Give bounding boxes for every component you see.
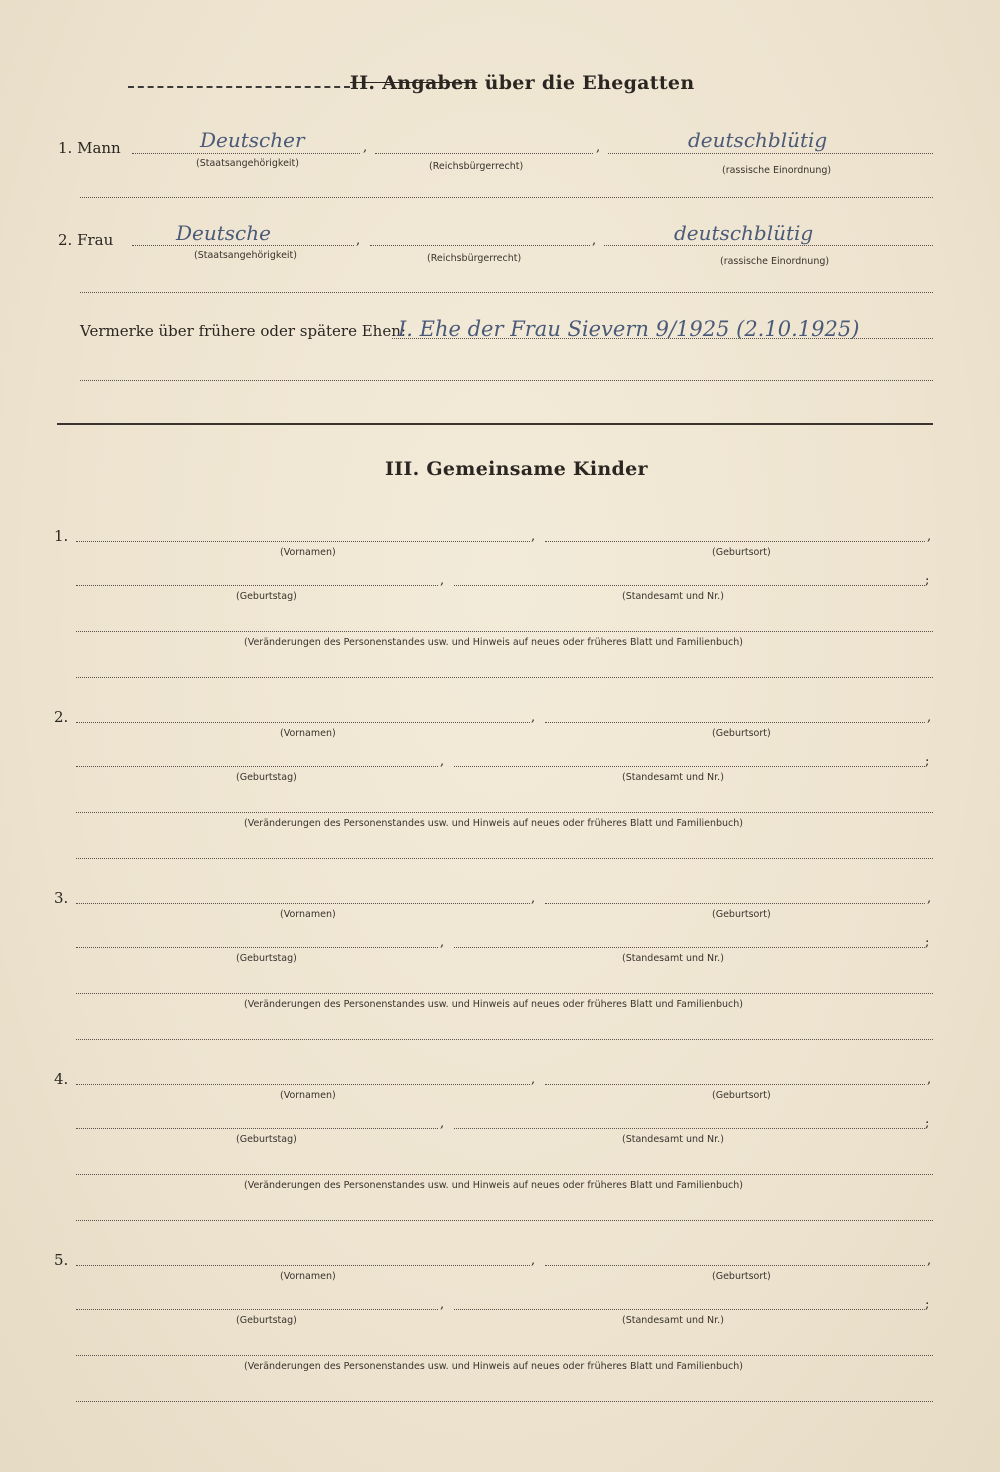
child-standesamt-line bbox=[454, 766, 925, 767]
child-veraenderungen-line bbox=[76, 812, 933, 813]
child-caption-standesamt: (Standesamt und Nr.) bbox=[622, 1134, 724, 1145]
child-caption-veraenderungen: (Veränderungen des Personenstandes usw. und Hinweis auf neues oder früheres Blatt und Familienbuch) bbox=[244, 1180, 743, 1191]
child-extra-line bbox=[76, 1401, 933, 1402]
frau-comma-1: , bbox=[356, 233, 361, 248]
child-caption-veraenderungen: (Veränderungen des Personenstandes usw. und Hinweis auf neues oder früheres Blatt und Familienbuch) bbox=[244, 1361, 743, 1372]
section-3-title: III. Gemeinsame Kinder bbox=[385, 458, 648, 480]
child-caption-veraenderungen: (Veränderungen des Personenstandes usw. und Hinweis auf neues oder früheres Blatt und Familienbuch) bbox=[244, 637, 743, 648]
frau-label: 2. Frau bbox=[58, 231, 114, 249]
child-number: 2. bbox=[54, 708, 69, 726]
bermerke-value: I. Ehe der Frau Sievern 9/1925 (2.10.1925) bbox=[398, 317, 860, 341]
frau-rassische-einordnung: deutschblütig bbox=[674, 221, 814, 245]
child-vornamen-line bbox=[76, 903, 530, 904]
child-geburtstag-line bbox=[76, 766, 438, 767]
child-caption-vornamen: (Vornamen) bbox=[280, 728, 336, 739]
frau-line-3 bbox=[604, 245, 933, 246]
bermerke-label: Vermerke über frühere oder spätere Ehen: bbox=[80, 322, 406, 340]
child-geburtsort-line bbox=[545, 1084, 925, 1085]
mann-line-1 bbox=[132, 153, 360, 154]
child-caption-geburtsort: (Geburtsort) bbox=[712, 1271, 771, 1282]
section-2-title-part1: II. Angaben bbox=[350, 72, 478, 94]
frau-line-extra bbox=[80, 292, 933, 293]
child-semicolon: ; bbox=[925, 1116, 930, 1131]
child-vornamen-line bbox=[76, 541, 530, 542]
child-comma: , bbox=[531, 529, 536, 544]
frau-caption-rasse: (rassische Einordnung) bbox=[720, 256, 830, 267]
child-comma: , bbox=[531, 1253, 536, 1268]
child-number: 5. bbox=[54, 1251, 69, 1269]
child-extra-line bbox=[76, 858, 933, 859]
child-caption-standesamt: (Standesamt und Nr.) bbox=[622, 591, 724, 602]
child-veraenderungen-line bbox=[76, 1355, 933, 1356]
child-caption-vornamen: (Vornamen) bbox=[280, 909, 336, 920]
child-vornamen-line bbox=[76, 1084, 530, 1085]
child-comma-end: , bbox=[927, 710, 932, 725]
child-comma: , bbox=[440, 754, 445, 769]
child-geburtstag-line bbox=[76, 585, 438, 586]
child-caption-vornamen: (Vornamen) bbox=[280, 1090, 336, 1101]
child-geburtstag-line bbox=[76, 1128, 438, 1129]
child-comma: , bbox=[531, 1072, 536, 1087]
child-geburtsort-line bbox=[545, 1265, 925, 1266]
child-caption-veraenderungen: (Veränderungen des Personenstandes usw. und Hinweis auf neues oder früheres Blatt und Familienbuch) bbox=[244, 999, 743, 1010]
child-number: 1. bbox=[54, 527, 69, 545]
bermerke-line-2 bbox=[80, 380, 933, 381]
child-geburtsort-line bbox=[545, 722, 925, 723]
mann-line-extra bbox=[80, 197, 933, 198]
child-vornamen-line bbox=[76, 1265, 530, 1266]
child-caption-geburtsort: (Geburtsort) bbox=[712, 1090, 771, 1101]
child-extra-line bbox=[76, 1039, 933, 1040]
child-comma: , bbox=[440, 1297, 445, 1312]
frau-line-1 bbox=[132, 245, 354, 246]
child-standesamt-line bbox=[454, 947, 925, 948]
child-veraenderungen-line bbox=[76, 1174, 933, 1175]
child-extra-line bbox=[76, 677, 933, 678]
child-semicolon: ; bbox=[925, 754, 930, 769]
section-2-title-part2: über die Ehegatten bbox=[484, 72, 695, 94]
mann-caption-reich: (Reichsbürgerrecht) bbox=[429, 161, 524, 172]
child-semicolon: ; bbox=[925, 935, 930, 950]
child-caption-geburtstag: (Geburtstag) bbox=[236, 591, 297, 602]
child-geburtsort-line bbox=[545, 903, 925, 904]
mann-line-2 bbox=[375, 153, 593, 154]
child-comma: , bbox=[531, 891, 536, 906]
child-comma-end: , bbox=[927, 529, 932, 544]
section-separator bbox=[57, 423, 933, 425]
child-extra-line bbox=[76, 1220, 933, 1221]
child-caption-geburtsort: (Geburtsort) bbox=[712, 728, 771, 739]
child-caption-geburtstag: (Geburtstag) bbox=[236, 953, 297, 964]
mann-label: 1. Mann bbox=[58, 139, 121, 157]
child-caption-standesamt: (Standesamt und Nr.) bbox=[622, 772, 724, 783]
child-standesamt-line bbox=[454, 1128, 925, 1129]
child-geburtsort-line bbox=[545, 541, 925, 542]
child-number: 4. bbox=[54, 1070, 69, 1088]
child-geburtstag-line bbox=[76, 1309, 438, 1310]
child-caption-standesamt: (Standesamt und Nr.) bbox=[622, 953, 724, 964]
frau-line-2 bbox=[370, 245, 590, 246]
child-comma: , bbox=[440, 573, 445, 588]
child-comma-end: , bbox=[927, 1072, 932, 1087]
mann-staatsangehoerigkeit: Deutscher bbox=[200, 128, 305, 152]
child-caption-geburtstag: (Geburtstag) bbox=[236, 1134, 297, 1145]
mann-line-3 bbox=[608, 153, 933, 154]
child-standesamt-line bbox=[454, 585, 925, 586]
child-comma-end: , bbox=[927, 891, 932, 906]
child-comma: , bbox=[531, 710, 536, 725]
child-veraenderungen-line bbox=[76, 631, 933, 632]
child-comma: , bbox=[440, 1116, 445, 1131]
child-caption-standesamt: (Standesamt und Nr.) bbox=[622, 1315, 724, 1326]
child-caption-vornamen: (Vornamen) bbox=[280, 547, 336, 558]
mann-caption-staat: (Staatsangehörigkeit) bbox=[196, 158, 299, 169]
child-caption-geburtstag: (Geburtstag) bbox=[236, 1315, 297, 1326]
child-semicolon: ; bbox=[925, 1297, 930, 1312]
child-veraenderungen-line bbox=[76, 993, 933, 994]
section-2-strike-line bbox=[128, 86, 350, 88]
child-semicolon: ; bbox=[925, 573, 930, 588]
frau-staatsangehoerigkeit: Deutsche bbox=[176, 221, 271, 245]
mann-comma-2: , bbox=[596, 140, 601, 155]
mann-comma-1: , bbox=[363, 140, 368, 155]
frau-caption-reich: (Reichsbürgerrecht) bbox=[427, 253, 522, 264]
child-caption-veraenderungen: (Veränderungen des Personenstandes usw. und Hinweis auf neues oder früheres Blatt und Familienbuch) bbox=[244, 818, 743, 829]
child-standesamt-line bbox=[454, 1309, 925, 1310]
child-comma-end: , bbox=[927, 1253, 932, 1268]
child-caption-geburtsort: (Geburtsort) bbox=[712, 909, 771, 920]
child-number: 3. bbox=[54, 889, 69, 907]
frau-comma-2: , bbox=[592, 233, 597, 248]
section-2-title bbox=[350, 72, 694, 94]
mann-caption-rasse: (rassische Einordnung) bbox=[722, 165, 832, 176]
child-caption-geburtsort: (Geburtsort) bbox=[712, 547, 771, 558]
child-caption-geburtstag: (Geburtstag) bbox=[236, 772, 297, 783]
child-comma: , bbox=[440, 935, 445, 950]
child-caption-vornamen: (Vornamen) bbox=[280, 1271, 336, 1282]
child-vornamen-line bbox=[76, 722, 530, 723]
mann-rassische-einordnung: deutschblütig bbox=[688, 128, 828, 152]
frau-caption-staat: (Staatsangehörigkeit) bbox=[194, 250, 297, 261]
child-geburtstag-line bbox=[76, 947, 438, 948]
